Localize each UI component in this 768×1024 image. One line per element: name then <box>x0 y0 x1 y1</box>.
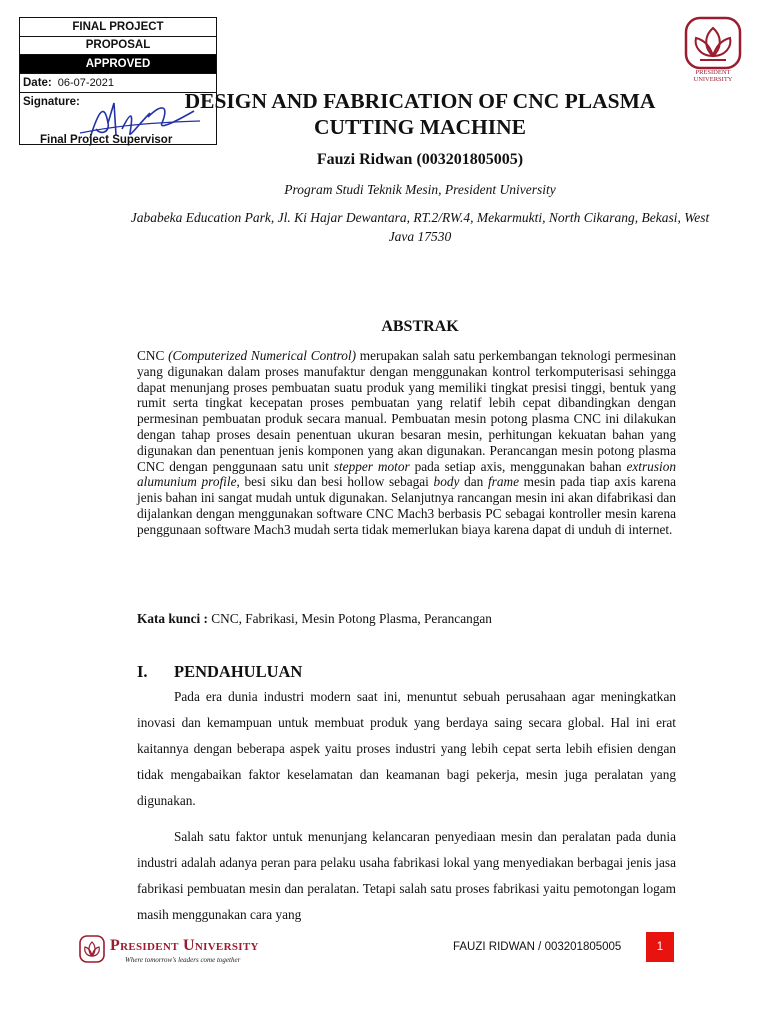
paper-title-line2: CUTTING MACHINE <box>313 115 527 139</box>
abstract-text-5: pada setiap axis, menggunakan bahan <box>409 458 627 474</box>
stamp-signature-label: Signature: <box>23 96 80 108</box>
stamp-date-label: Date: <box>23 77 52 89</box>
abstract-heading: ABSTRAK <box>381 318 459 335</box>
abstract-text-8: body <box>433 474 460 490</box>
keywords-list: CNC, Fabrikasi, Mesin Potong Plasma, Perancangan <box>207 611 492 626</box>
logo-top-line2: UNIVERSITY <box>693 76 733 83</box>
stamp-supervisor-label: Final Project Supervisor <box>40 134 173 146</box>
footer-emblem-icon <box>78 934 106 964</box>
president-university-logo <box>680 14 746 90</box>
footer-tagline: Where tomorrow's leaders come together <box>125 956 241 964</box>
paper-title <box>130 88 710 140</box>
footer-brand: President University <box>110 937 259 954</box>
section-number: I. <box>137 662 148 681</box>
section-paragraph-1: Pada era dunia industri modern saat ini, menuntut sebuah perusahaan agar meningkatkan inovasi dan kemampuan untuk membuat produk yang berdaya saing secara global. Hal ini erat kaitannya dengan beberapa aspek yaitu proses industri yang lebih cepat serta lebih efisien dengan tidak mengabaikan faktor keselamatan dan keamanan bagi pekerja, mesin juga peralatan yang digunakan. <box>137 689 676 808</box>
stamp-heading-line2: PROPOSAL <box>20 37 216 55</box>
footer-author: FAUZI RIDWAN / 003201805005 <box>453 941 622 953</box>
paper-affiliation: Program Studi Teknik Mesin, President University <box>284 182 556 197</box>
stamp-status: APPROVED <box>20 55 216 73</box>
abstract-text-9: dan <box>459 474 488 490</box>
abstract-text-6: extrusion alumunium profile <box>137 458 676 490</box>
section-paragraph-2: Salah satu faktor untuk menunjang kelancaran penyediaan mesin dan peralatan pada dunia industri adalah adanya peran para pelaku usaha fabrikasi lokal yang menyediakan berbagai jenis jasa fabrikasi pembuatan mesin dan peralatan. Tetapi salah satu proses fabrikasi yaitu pemotongan logam masih menggunakan cara yang <box>137 829 676 922</box>
paper-title-line1: DESIGN AND FABRICATION OF CNC PLASMA <box>184 89 656 113</box>
abstract-text-7: , besi siku dan besi hollow sebagai <box>236 474 434 490</box>
abstract-text-10: frame <box>487 474 519 490</box>
logo-top-text <box>680 69 746 83</box>
lotus-emblem-icon <box>680 14 746 70</box>
section-heading <box>137 662 302 682</box>
page-number: 1 <box>646 932 674 962</box>
paper-author: Fauzi Ridwan (003201805005) <box>316 151 524 168</box>
stamp-heading-line1: FINAL PROJECT <box>20 18 216 37</box>
stamp-date-value: 06-07-2021 <box>57 77 115 89</box>
logo-top-line1: PRESIDENT <box>695 69 731 76</box>
abstract-text-1: CNC <box>137 348 169 363</box>
section-title: PENDAHULUAN <box>174 662 303 681</box>
abstract-text-11: mesin pada tiap axis karena jenis bahan ini sangat mudah untuk digunakan. Selanjutnya rancangan mesin ini akan difabrikasi dan dijalankan dengan menggunakan software CNC Mach3 berbasis PC sebagai kontroller mesin karena penggunaan software Mach3 mudah serta tidak memerlukan biaya karena dapat di unduh di internet. <box>137 474 677 537</box>
footer-logo <box>78 934 288 968</box>
keywords-label: Kata kunci : <box>137 611 208 626</box>
abstract-text-3: merupakan salah satu perkembangan teknologi permesinan yang digunakan dalam proses manufaktur dengan menggunakan kontrol terkomputerisasi sehingga dapat menunjang proses pembuatan suatu produk yang memiliki tingkat presisi tinggi, bentuk yang rumit serta tingkat kecepatan proses pembuatan yang relatif lebih cepat dibandingkan dengan permesinan pembuatan produk secara manual. Pembuatan mesin potong plasma CNC ini dilakukan dengan tahap proses desain penentuan ukuran besaran mesin, perhitungan kekuatan bahan yang digunakan dan penentuan jenis komponen yang akan digunakan. Perancangan mesin potong plasma CNC dengan penggunaan satu unit <box>137 348 676 474</box>
abstract-text-4: stepper motor <box>333 458 410 474</box>
abstract-text-2: (Computerized Numerical Control) <box>168 348 357 363</box>
keywords-line <box>137 611 676 627</box>
paper-address: Jababeka Education Park, Jl. Ki Hajar Dewantara, RT.2/RW.4, Mekarmukti, North Cikarang, Bekasi, West Java 17530 <box>130 210 710 244</box>
abstract-body <box>137 348 676 538</box>
